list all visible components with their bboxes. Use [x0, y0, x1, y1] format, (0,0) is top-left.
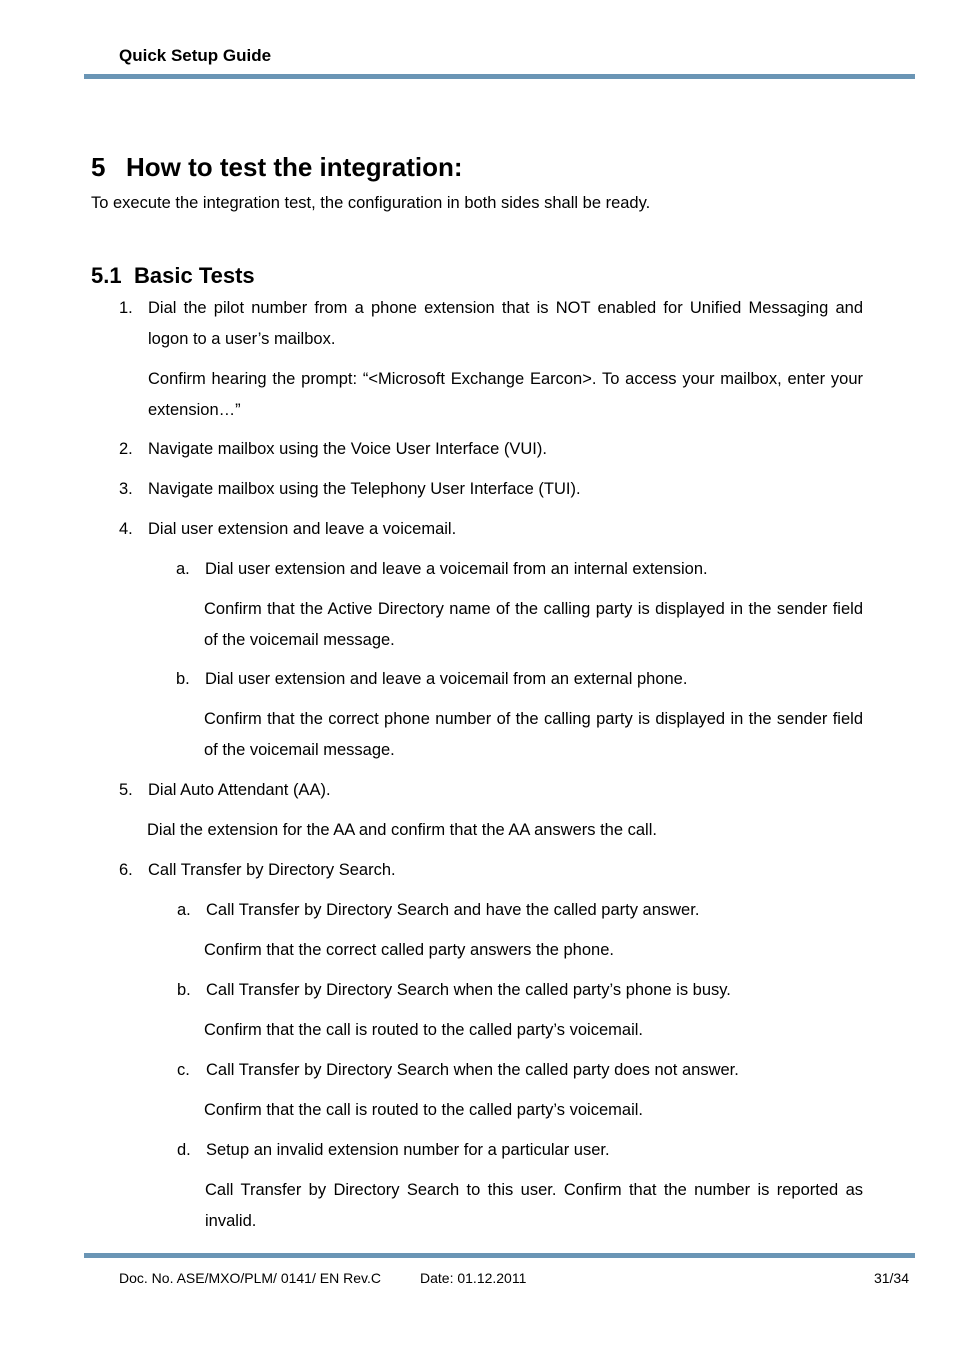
sub-list-item-text: Call Transfer by Directory Search when the called party does not answer. [206, 1061, 739, 1079]
sub-list-item-note: Confirm that the Active Directory name of the calling party is displayed in the sender field of the voicemail message. [204, 600, 863, 649]
sub-list-marker: b. [177, 981, 191, 999]
list-marker: 6. [119, 861, 133, 879]
subsection-number: 5.1 [91, 263, 122, 288]
list-marker: 5. [119, 781, 133, 799]
list-marker: 2. [119, 440, 133, 458]
sub-list-item-note: Confirm that the call is routed to the called party’s voicemail. [204, 1021, 643, 1039]
section-heading [91, 152, 463, 183]
list-item-text: Navigate mailbox using the Telephony User Interface (TUI). [148, 480, 581, 498]
list-item-text: Dial the pilot number from a phone extension that is NOT enabled for Unified Messaging and logon to a user’s mailbox. [148, 299, 863, 348]
sub-list-marker: b. [176, 670, 190, 688]
list-item-note: Confirm hearing the prompt: “<Microsoft Exchange Earcon>. To access your mailbox, enter your extension…” [148, 370, 863, 419]
list-marker: 4. [119, 520, 133, 538]
sub-list-marker: c. [177, 1061, 190, 1079]
section-title: How to test the integration: [126, 152, 463, 182]
sub-list-item-note: Confirm that the correct called party answers the phone. [204, 941, 614, 959]
subsection-heading [91, 263, 255, 289]
section-number: 5 [91, 152, 106, 182]
sub-list-item-text: Setup an invalid extension number for a particular user. [206, 1141, 610, 1159]
list-item-note: Dial the extension for the AA and confirm that the AA answers the call. [147, 821, 657, 839]
list-marker: 1. [119, 299, 133, 317]
sub-list-marker: d. [177, 1141, 191, 1159]
footer-page-number: 31/34 [873, 1270, 909, 1286]
sub-list-item-text: Dial user extension and leave a voicemail from an external phone. [205, 670, 688, 688]
footer-doc-number: Doc. No. ASE/MXO/PLM/ 0141/ EN Rev.C [119, 1270, 381, 1286]
sub-list-item-note: Call Transfer by Directory Search to this user. Confirm that the number is reported as invalid. [205, 1181, 863, 1230]
sub-list-item-note: Confirm that the correct phone number of the calling party is displayed in the sender field of the voicemail message. [204, 710, 863, 759]
sub-list-item-text: Call Transfer by Directory Search when the called party’s phone is busy. [206, 981, 731, 999]
list-item-text: Dial Auto Attendant (AA). [148, 781, 331, 799]
sub-list-marker: a. [176, 560, 190, 578]
sub-list-item-text: Call Transfer by Directory Search and have the called party answer. [206, 901, 700, 919]
list-marker: 3. [119, 480, 133, 498]
list-item-text: Call Transfer by Directory Search. [148, 861, 396, 879]
list-item-text: Navigate mailbox using the Voice User Interface (VUI). [148, 440, 547, 458]
running-header-title: Quick Setup Guide [119, 46, 272, 65]
footer-date: Date: 01.12.2011 [420, 1270, 527, 1286]
sub-list-item-note: Confirm that the call is routed to the called party’s voicemail. [204, 1101, 643, 1119]
list-item-text: Dial user extension and leave a voicemail. [148, 520, 457, 538]
section-intro: To execute the integration test, the configuration in both sides shall be ready. [91, 194, 651, 212]
sub-list-item-text: Dial user extension and leave a voicemail from an internal extension. [205, 560, 708, 578]
footer-divider [84, 1253, 915, 1258]
sub-list-marker: a. [177, 901, 191, 919]
header-divider [84, 74, 915, 79]
subsection-title: Basic Tests [134, 263, 255, 288]
